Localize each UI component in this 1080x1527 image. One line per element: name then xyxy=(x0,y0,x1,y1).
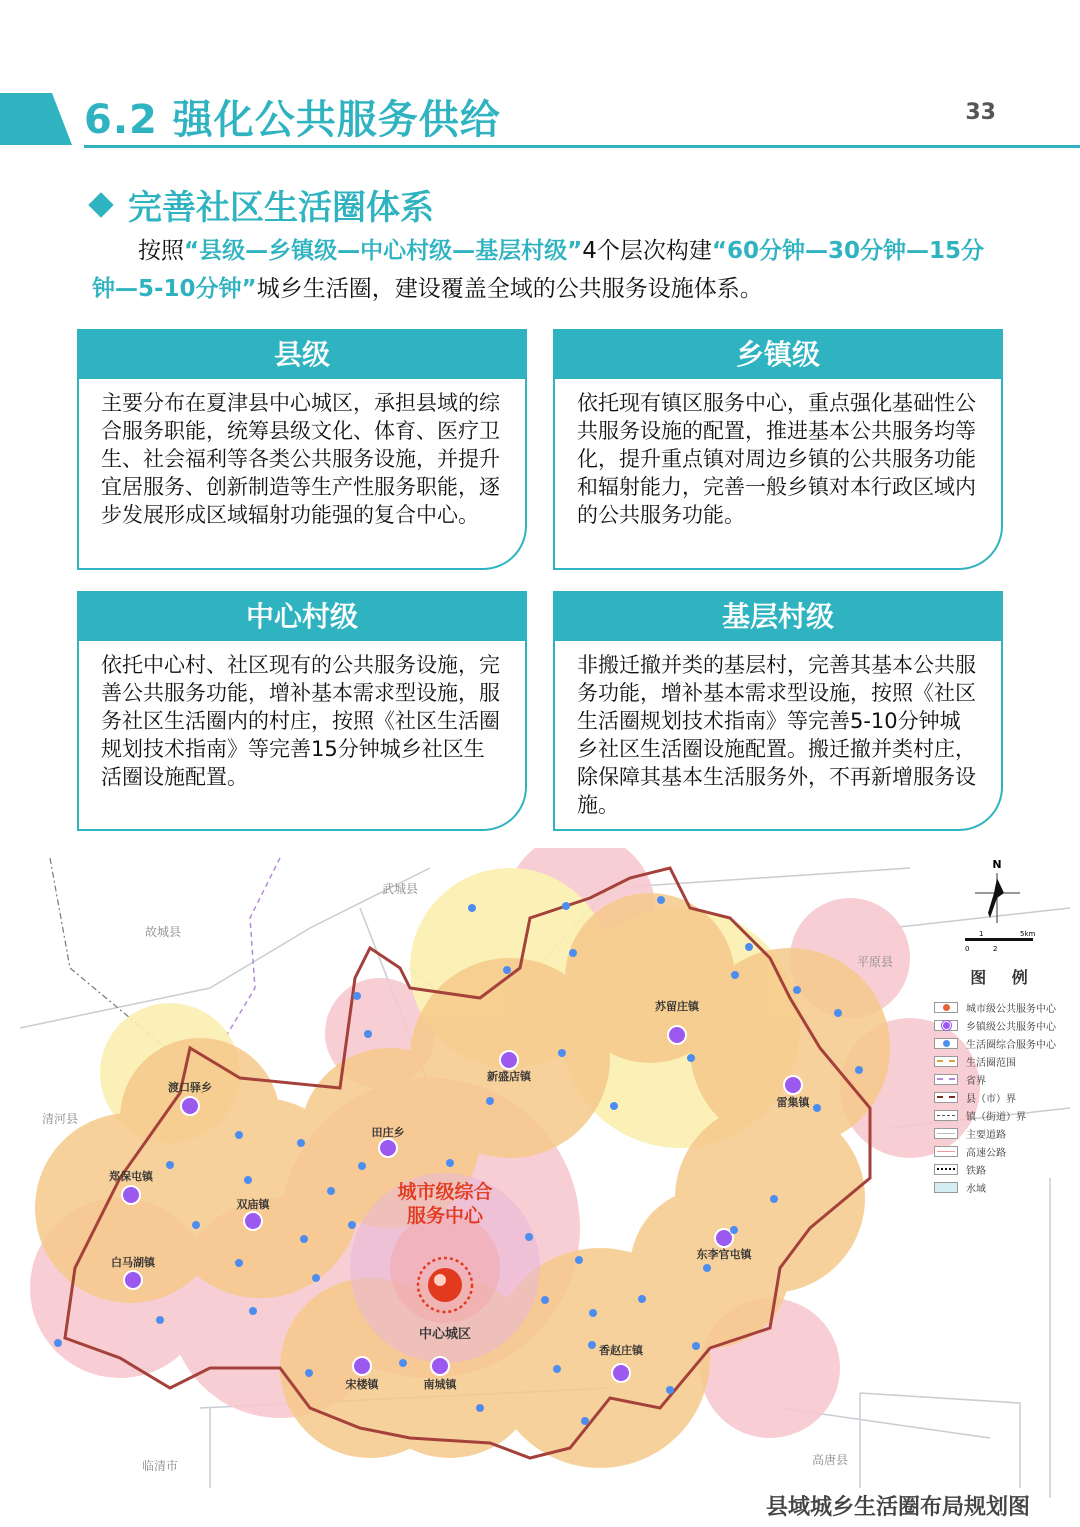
svg-text:新盛店镇: 新盛店镇 xyxy=(487,1070,531,1083)
map-legend xyxy=(934,965,1074,1196)
legend-title: 图 例 xyxy=(970,968,1038,987)
header-divider xyxy=(84,145,1080,148)
svg-text:中心城区: 中心城区 xyxy=(418,1327,472,1342)
legend-item: 省界 xyxy=(934,1070,1074,1088)
svg-text:香赵庄镇: 香赵庄镇 xyxy=(599,1344,643,1357)
svg-text:双庙镇: 双庙镇 xyxy=(236,1198,270,1211)
svg-text:南城镇: 南城镇 xyxy=(423,1378,457,1391)
card-body: 非搬迁撤并类的基层村，完善其基本公共服务功能，增补基本需求型设施，按照《社区生活圈规划技术指南》等完善5-10分钟城乡社区生活圈设施配置。搬迁撤并类村庄，除保障其基本生活服务外，不再新增服务设施。 xyxy=(577,653,976,817)
svg-text:临清市: 临清市 xyxy=(141,1459,179,1473)
legend-item: 铁路 xyxy=(934,1160,1074,1178)
svg-text:郑保屯镇: 郑保屯镇 xyxy=(109,1170,153,1183)
svg-text:宋楼镇: 宋楼镇 xyxy=(345,1378,379,1391)
svg-text:渡口驿乡: 渡口驿乡 xyxy=(168,1081,212,1094)
legend-item: 镇（街道）界 xyxy=(934,1106,1074,1124)
section-title: 6.2 强化公共服务供给 xyxy=(84,97,501,143)
page-number: 33 xyxy=(965,100,996,125)
intro-suffix: 城乡生活圈，建设覆盖全域的公共服务设施体系。 xyxy=(256,276,763,302)
card-body: 依托中心村、社区现有的公共服务设施，完善公共服务功能，增补基本需求型设施，服务社区生活圈内的村庄，按照《社区生活圈规划技术指南》等完善15分钟城乡社区生活圈设施配置。 xyxy=(101,653,500,789)
svg-text:N: N xyxy=(992,858,1002,871)
svg-text:2: 2 xyxy=(993,945,998,953)
svg-text:白马湖镇: 白马湖镇 xyxy=(111,1256,155,1269)
svg-text:田庄乡: 田庄乡 xyxy=(371,1126,405,1139)
card-title: 县级 xyxy=(79,331,525,379)
map-caption: 县域城乡生活圈布局规划图 xyxy=(765,1495,1030,1520)
svg-text:雷集镇: 雷集镇 xyxy=(776,1096,810,1109)
legend-item: 城市级公共服务中心 xyxy=(934,998,1074,1016)
card-body: 主要分布在夏津县中心城区，承担县域的综合服务职能，统筹县级文化、体育、医疗卫生、社会福利等各类公共服务设施，并提升宜居服务、创新制造等生产性服务职能，逐步发展形成区域辐射功能强的复合中心。 xyxy=(101,391,500,527)
intro-times: “60分钟—30分钟—15分钟—5-10分钟” xyxy=(92,238,985,302)
card-county-level xyxy=(77,329,527,570)
north-arrow-and-scale xyxy=(960,858,1040,953)
diamond-bullet-icon xyxy=(88,192,113,217)
svg-text:故城县: 故城县 xyxy=(144,925,182,939)
intro-prefix: 按照 xyxy=(138,238,184,264)
intro-paragraph xyxy=(92,232,1002,308)
svg-text:1: 1 xyxy=(979,930,984,938)
card-central-village-level xyxy=(77,591,527,831)
life-circle-map xyxy=(10,848,1080,1498)
card-title: 乡镇级 xyxy=(555,331,1001,379)
svg-text:清河县: 清河县 xyxy=(41,1112,79,1126)
svg-text:平原县: 平原县 xyxy=(856,955,894,969)
intro-middle: 4个层次构建 xyxy=(582,238,712,264)
legend-item: 生活圈范围 xyxy=(934,1052,1074,1070)
legend-item: 水域 xyxy=(934,1178,1074,1196)
svg-text:5km: 5km xyxy=(1020,930,1036,938)
header-accent-shape xyxy=(0,93,72,145)
legend-item: 高速公路 xyxy=(934,1142,1074,1160)
card-title: 中心村级 xyxy=(79,593,525,641)
card-township-level xyxy=(553,329,1003,570)
svg-text:服务中心: 服务中心 xyxy=(406,1205,484,1227)
svg-text:东李官屯镇: 东李官屯镇 xyxy=(696,1248,752,1261)
svg-text:武城县: 武城县 xyxy=(381,882,419,896)
svg-text:城市级综合: 城市级综合 xyxy=(397,1181,493,1203)
svg-text:0: 0 xyxy=(965,945,970,953)
card-grassroots-village-level xyxy=(553,591,1003,831)
svg-text:苏留庄镇: 苏留庄镇 xyxy=(655,1000,699,1013)
legend-item: 乡镇级公共服务中心 xyxy=(934,1016,1074,1034)
card-body: 依托现有镇区服务中心，重点强化基础性公共服务设施的配置，推进基本公共服务均等化，提升重点镇对周边乡镇的公共服务功能和辐射能力，完善一般乡镇对本行政区域内的公共服务功能。 xyxy=(577,391,976,527)
subsection-heading xyxy=(92,180,434,229)
legend-item: 生活圈综合服务中心 xyxy=(934,1034,1074,1052)
intro-levels: “县级—乡镇级—中心村级—基层村级” xyxy=(184,238,583,264)
card-title: 基层村级 xyxy=(555,593,1001,641)
subsection-title: 完善社区生活圈体系 xyxy=(128,188,434,228)
legend-item: 县（市）界 xyxy=(934,1088,1074,1106)
svg-text:高唐县: 高唐县 xyxy=(811,1453,849,1467)
legend-item: 主要道路 xyxy=(934,1124,1074,1142)
